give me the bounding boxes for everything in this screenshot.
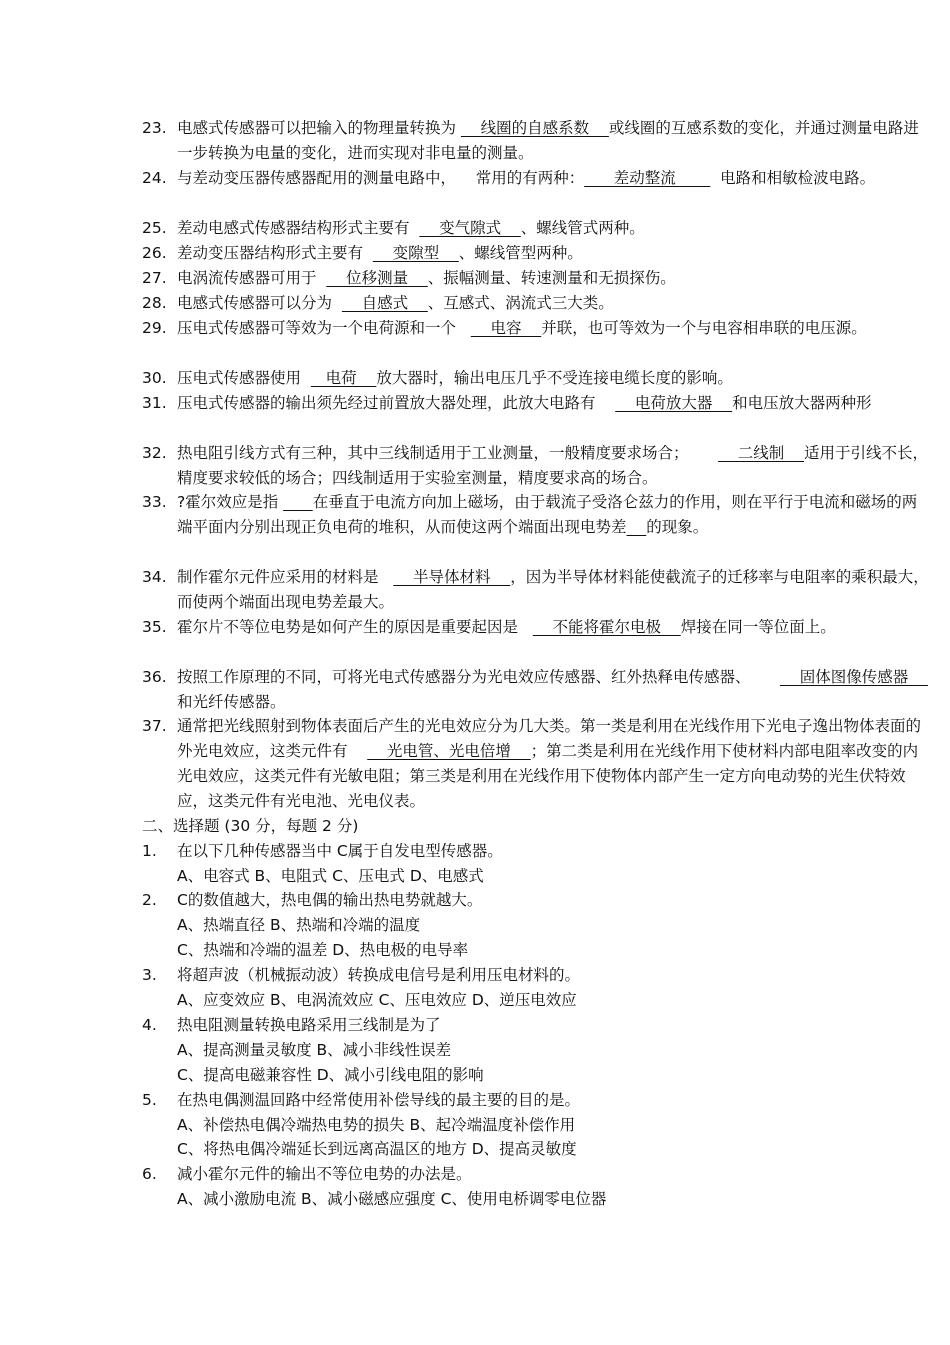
answer-blank: 电荷 [310,369,377,387]
question-number: 30. [142,369,167,387]
answer-blank: 变气隙式 [419,219,521,237]
question-segment: 焊接在同一等位面上。 [680,618,836,636]
question-segment: ，因为半导体材料能使截流子的迁移率与电阻率的乘积最大，而使两个端面出现电势差最大。 [177,568,929,611]
question-item [142,241,932,266]
question-number: 5. [142,1091,157,1109]
answer-blank: 线圈的自感系数 [460,119,609,137]
question-text [177,291,932,316]
question-text: 将超声波（机械振动波）转换成电信号是利用压电材料的。 [177,966,581,984]
answer-options: C、将热电偶冷端延长到远离高温区的地方 D、提高灵敏度 [177,1140,577,1158]
question-text: 减小霍尔元件的输出不等位电势的办法是。 [177,1165,472,1183]
question-number: 1. [142,842,157,860]
answer-blank: 不能将霍尔电极 [532,618,681,636]
question-segment: 在垂直于电流方向加上磁场，由于载流子受洛仑兹力的作用，则在平行于电流和磁场的两端平面内分别出现正负电荷的堆积，从而使这两个端面出现电势差 [177,493,918,536]
question-item [142,714,932,814]
question-text [177,665,932,715]
question-item [142,266,932,291]
question-segment: ?霍尔效应是指 [177,493,284,511]
question-text [177,615,932,640]
question-text [177,366,932,391]
question-segment: ；第二类是利用在光线作用下使材料内部电阻率改变的内光电效应，这类元件有光敏电阻；第三类是利用在光线作用下使物体内部产生一定方向电动势的光生伏特效应，这类元件有光电池、光电仪表。 [177,742,919,810]
question-segment: 霍尔片不等位电势是如何产生的原因是重要起因是 [177,618,533,636]
answer-options: C、提高电磁兼容性 D、减小引线电阻的影响 [177,1066,484,1084]
question-segment: 制作霍尔元件应采用的材料是 [177,568,394,586]
answer-options: A、提高测量灵敏度 B、减小非线性误差 [177,1041,452,1059]
question-text: 在以下几种传感器当中 C属于自发电型传感器。 [177,842,503,860]
question-text [177,166,932,191]
question-segment: 适用于引线不长，精度要求较低的场合；四线制适用于实验室测量，精度要求高的场合。 [177,444,929,487]
answer-blank: 电容 [470,319,542,337]
question-segment: 电感式传感器可以分为 [177,294,342,312]
question-number: 24. [142,169,167,187]
question-text [177,490,932,540]
question-number: 23. [142,119,167,137]
question-text: 热电阻测量转换电路采用三线制是为了 [177,1016,441,1034]
question-segment: 按照工作原理的不同，可将光电式传感器分为光电效应传感器、红外热释电传感器、 [177,668,781,686]
question-segment: 的现象。 [646,518,709,536]
question-text [177,714,932,814]
question-text [177,241,932,266]
question-number: 27. [142,269,167,287]
question-item [142,216,932,241]
question-segment: 、螺线管式两种。 [520,219,645,237]
question-number: 26. [142,244,167,262]
question-item [142,565,932,615]
question-number: 25. [142,219,167,237]
question-number: 33. [142,493,167,511]
answer-options: A、补偿热电偶冷端热电势的损失 B、起冷端温度补偿作用 [177,1116,576,1134]
question-item [142,316,932,341]
question-number: 6. [142,1165,157,1183]
answer-blank [283,493,313,511]
question-segment: 并联，也可等效为一个与电容相串联的电压源。 [541,319,867,337]
question-text [177,565,932,615]
question-number: 31. [142,394,167,412]
question-segment: 热电阻引线方式有三种，其中三线制适用于工业测量，一般精度要求场合； [177,444,719,462]
question-segment: 电感式传感器可以把输入的物理量转换为 [177,119,461,137]
question-text: 在热电偶测温回路中经常使用补偿导线的最主要的目的是。 [177,1091,581,1109]
question-segment: 放大器时，输出电压几乎不受连接电缆长度的影响。 [376,369,733,387]
question-item [142,366,932,391]
question-segment: 、互感式、涡流式三大类。 [427,294,614,312]
question-segment: 和电压放大器两种形 [732,394,872,412]
question-number: 4. [142,1016,157,1034]
question-text: C的数值越大，热电偶的输出热电势就越大。 [177,891,483,909]
question-number: 32. [142,444,167,462]
question-segment: 与差动变压器传感器配用的测量电路中， 常用的有两种： [177,169,585,187]
question-item [142,116,932,166]
answer-blank: 差动整流 [584,169,711,187]
question-text [177,116,932,166]
answer-blank: 光电管、光电倍增 [367,742,531,760]
question-segment: 压电式传感器的输出须先经过前置放大器处理，此放大电路有 [177,394,616,412]
question-number: 36. [142,668,167,686]
question-item [142,166,932,191]
question-item [142,441,932,491]
question-segment: 电路和相敏检波电路。 [710,169,876,187]
question-segment: 和光纤传感器。 [177,693,286,711]
answer-blank: 位移测量 [326,269,428,287]
question-segment: 差动电感式传感器结构形式主要有 [177,219,420,237]
question-segment: 压电式传感器使用 [177,369,311,387]
answer-options: C、热端和冷端的温差 D、热电极的电导率 [177,941,469,959]
answer-blank: 固体图像传感器 [780,668,928,686]
question-number: 37. [142,717,167,735]
answer-blank: 自感式 [341,294,428,312]
question-text [177,391,932,416]
question-segment: 压电式传感器可等效为一个电荷源和一个 [177,319,471,337]
question-number: 29. [142,319,167,337]
question-text [177,266,932,291]
question-segment: 电涡流传感器可用于 [177,269,327,287]
question-segment: 或线圈的互感系数的变化，并通过测量电路进一步转换为电量的变化，进而实现对非电量的测量。 [177,119,919,162]
question-text [177,216,932,241]
section-title: 二、选择题 (30 分，每题 2 分) [142,817,359,835]
question-item [142,665,932,715]
answer-blank [627,518,647,536]
question-text [177,316,932,341]
question-number: 28. [142,294,167,312]
question-text [177,441,932,491]
question-segment: 差动变压器结构形式主要有 [177,244,373,262]
question-segment: 、振幅测量、转速测量和无损探伤。 [427,269,676,287]
question-number: 2. [142,891,157,909]
question-number: 3. [142,966,157,984]
question-segment: 、螺线管型两种。 [458,244,583,262]
question-number: 35. [142,618,167,636]
answer-options: A、应变效应 B、电涡流效应 C、压电效应 D、逆压电效应 [177,991,577,1009]
answer-options: A、减小激励电流 B、减小磁感应强度 C、使用电桥调零电位器 [177,1190,607,1208]
answer-blank: 变隙型 [372,244,459,262]
question-item [142,391,932,416]
question-segment: 通常把光线照射到物体表面后产生的光电效应分为几大类。第一类是利用在光线作用下光电子逸出物体表面的外光电效应，这类元件有 [177,717,922,760]
question-item [142,291,932,316]
question-number: 34. [142,568,167,586]
answer-blank: 二线制 [718,444,804,462]
answer-options: A、电容式 B、电阻式 C、压电式 D、电感式 [177,867,484,885]
question-item [142,490,932,540]
answer-blank: 半导体材料 [393,568,511,586]
answer-blank: 电荷放大器 [615,394,733,412]
answer-options: A、热端直径 B、热端和冷端的温度 [177,916,421,934]
question-item [142,615,932,640]
